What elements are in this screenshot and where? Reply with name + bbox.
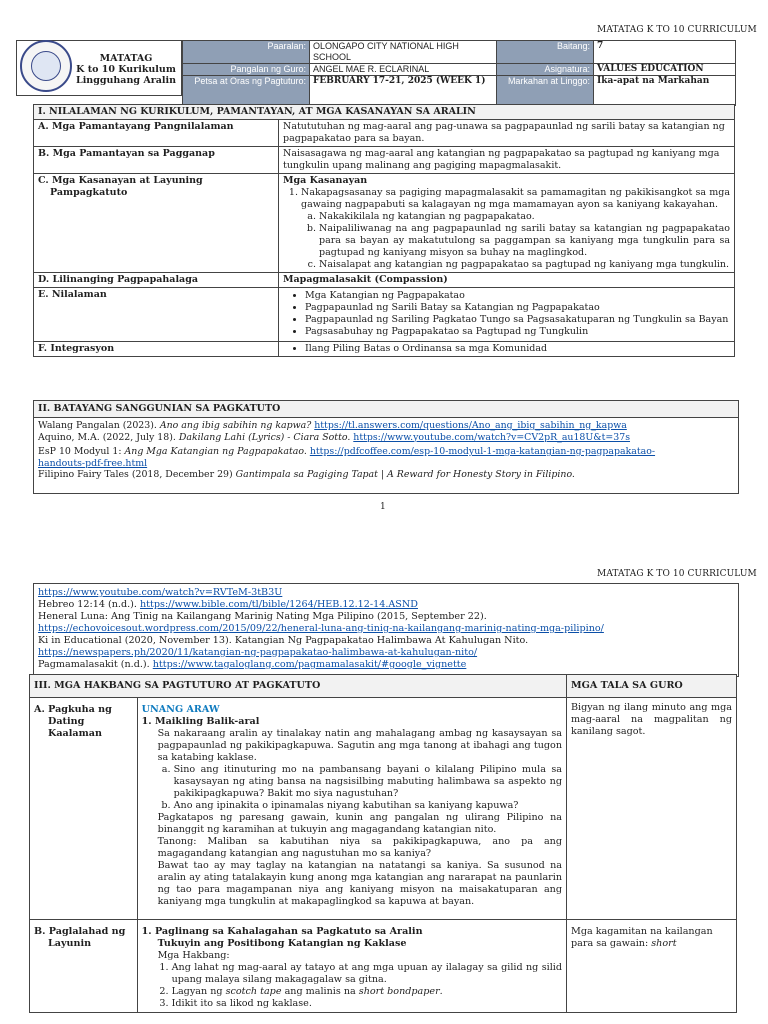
header-title-1: MATATAG — [99, 53, 153, 64]
content-item: • Pagpapaunlad ng Sariling Pagkatao Tungo sa Pagsasakatuparan ng Tungkulin sa Bayan — [305, 314, 730, 326]
date-label: Petsa at Oras ng Pagtuturo: — [183, 76, 310, 106]
step-a-label: A. Pagkuha ng Dating Kaalaman — [30, 698, 138, 920]
standard-b-text: Naisasagawa ng mag-aaral ang katangian ng pagpapakatao sa pagtupad ng kaniyang mga tungkulin upang malinang ang pagiging mapagmalasakit. — [279, 147, 735, 174]
step-a-content: UNANG ARAW 1. Maikling Balik-aral Sa nakaraang aralin ay tinalakay natin ang mahalagang ambag ng kasaysayan sa pagpapaunlad ng pakikipagkapuwa. Sagutin ang mga tanong at ibahagi ang tugon sa katabing kaklase. a. Sino ang itinuturing mo na pambansang bayani o kilalang Pilipino mula sa kasaysayan ng ating bansa na nagsisilbing mabuting halimbawa sa aspekto ng pakikipagkapuwa? Bakit mo siya nagustuhan? b. Ano ang ipinakita o ipinamalas niyang kabutihan sa kaniyang kapuwa? Pagkatapos ng paresang gawain, kunin ang pangalan ng ulirang Pilipino na binanggit ng karamihan at tukuyin ang magagandang katangian nito. Tanong: Maliban sa kabutihan niya sa pakikipagkapuwa, ano pa ang magagandang katangian ang nagustuhan mo sa kaniya? Bawat tao ay may taglay na katangian na natatangi sa kaniya. Sa susunod na aralin ay ating tatalakayin kung anong mga katangian ang nararapat na paunlarin ng tao para magampanan niya ang kaniyang misyon na maisakatuparan ang kaniyang mga tungkulin at makapaglingkod sa kapuwa at bayan. — [137, 698, 566, 920]
reference-link[interactable]: https://newspapers.ph/2020/11/katangian-ng-pagpapakatao-halimbawa-at-kahulugan-nito/ — [38, 647, 478, 658]
subject-label: Asignatura: — [497, 64, 594, 76]
header-title-3: Lingguhang Aralin — [76, 75, 176, 86]
competency-sub-b: b. Naipaliliwanag na ang pagpapaunlad ng sarili batay sa katangian ng pagpapakatao para sa bayan ay makatutulong sa paggampan sa kaniyang mga tungkulin para sa pagtupad ng kaniyang misyon sa buhay na maglingkod. — [319, 223, 730, 259]
teacher-label: Pangalan ng Guro: — [183, 64, 310, 76]
competency-sub-c: c. Naisalapat ang katangian ng pagpapakatao sa pagtupad ng kaniyang mga tungkulin. — [319, 259, 730, 271]
teacher-value: ANGEL MAE R. ECLARINAL — [310, 64, 497, 76]
step-a-note: Bigyan ng ilang minuto ang mga mag-aaral na magpalitan ng kanilang sagot. — [567, 698, 737, 920]
references-page2: https://www.youtube.com/watch?v=RVTeM-3tB3U Hebreo 12:14 (n.d.). https://www.bible.com/tl/bible/1264/HEB.12.12-14.ASND Heneral Luna: Ang Tinig na Kailangang Marinig Nating Mga Pilipino (2015, September 22). https://echovoicesout.wordpress.com/2015/09/22/heneral-luna-ang-tinig-na-kailangang-marinig-nating-mga-pilipino/ Ki in Educational (2020, November 13). Katangian Ng Pagpapakatao Halimbawa At Kahulugan Nito. https://newspapers.ph/2020/11/katangian-ng-pagpapakatao-halimbawa-at-kahulugan-nito/ Pagmamalasakit (n.d.). https://www.tagaloglang.com/pagmamalasakit/#google_vignette — [33, 583, 739, 677]
step-b-label: B. Paglalahad ng Layunin — [30, 920, 138, 1013]
standard-a-text: Natututuhan ng mag-aaral ang pag-unawa sa pagpapaunlad ng sarili batay sa katangian ng pagpapakatao para sa bayan. — [279, 120, 735, 147]
competency-heading: Mga Kasanayan — [283, 175, 368, 186]
integration-item: • Ilang Piling Batas o Ordinansa sa mga Komunidad — [305, 343, 730, 355]
standard-a-label: A. Mga Pamantayang Pangnilalaman — [34, 120, 279, 147]
content-e-label: E. Nilalaman — [34, 288, 279, 342]
reference-link[interactable]: https://www.youtube.com/watch?v=RVTeM-3tB3U — [38, 587, 283, 598]
step-item: 3. Idikit ito sa likod ng kaklase. — [172, 998, 562, 1010]
header-title-box — [16, 40, 182, 96]
step-b-content: 1. Paglinang sa Kahalagahan sa Pagkatuto sa Aralin Tukuyin ang Positibong Katangian ng Kaklase Mga Hakbang: 1. Ang lahat ng mag-aaral ay tatayo at ang mga upuan ay ilalagay sa gilid ng silid upang malaya silang makagagalaw sa gitna. 2. Lagyan ng scotch tape ang malinis na short bondpaper. 3. Idikit ito sa likod ng kaklase. — [137, 920, 566, 1013]
competency-item-1: 1. Nakapagsasanay sa pagiging mapagmalasakit sa pamamagitan ng pakikisangkot sa mga gawaing nagpapabuti sa kalagayan ng mga mamamayan ayon sa kaniyang kakayahan. a. Nakakikilala ng katangian ng pagpapakatao. b. Naipaliliwanag na ang pagpapaunlad ng sarili batay sa katangian ng pagpapakatao para sa bayan ay makatutulong sa paggampan sa kaniyang mga tungkulin para sa pagtupad ng kaniyang misyon sa buhay na maglingkod. c. Naisalapat ang katangian ng pagpapakatao sa pagtupad ng kaniyang mga tungkulin. — [301, 187, 730, 271]
curriculum-label: MATATAG K TO 10 CURRICULUM — [597, 25, 757, 35]
content-item: • Mga Katangian ng Pagpapakatao — [305, 290, 730, 302]
date-value: FEBRUARY 17-21, 2025 (WEEK 1) — [310, 76, 497, 106]
competency-c-content — [279, 174, 735, 273]
section-1-title: I. NILALAMAN NG KURIKULUM, PAMANTAYAN, AT MGA KASANAYAN SA ARALIN — [34, 105, 735, 120]
review-question-b: b. Ano ang ipinakita o ipinamalas niyang kabutihan sa kaniyang kapuwa? — [174, 800, 562, 812]
reference-link[interactable]: https://www.tagaloglang.com/pagmamalasakit/#google_vignette — [152, 659, 467, 670]
standard-b-label: B. Mga Pamantayan sa Pagganap — [34, 147, 279, 174]
school-label: Paaralan: — [183, 41, 310, 64]
reference-link[interactable]: https://www.youtube.com/watch?v=CV2pR_au18U&t=37s — [353, 431, 631, 443]
header-title-2: K to 10 Kurikulum — [76, 64, 176, 75]
references-page1: Walang Pangalan (2023). Ano ang ibig sabihin ng kapwa? https://tl.answers.com/questions/Ano_ang_ibig_sabihin_ng_kapwa Aquino, M.A. (2022, July 18). Dakilang Lahi (Lyrics) - Ciara Sotto. https://www.youtube.com/watch?v=CV2pR_au18U&t=37s EsP 10 Modyul 1: Ang Mga Katangian ng Pagpapakatao. https://pdfcoffee.com/esp-10-modyul-1-mga-katangian-ng-pagpapakatao- handouts-pdf-free.html Filipino Fairy Tales (2018, December 29) Gantimpala sa Pagiging Tapat | A Reward for Honesty Story in Filipino. — [33, 417, 739, 494]
quarter-label: Markahan at Linggo: — [497, 76, 594, 106]
quarter-value: Ika-apat na Markahan — [594, 76, 736, 106]
curriculum-label-page2: MATATAG K TO 10 CURRICULUM — [597, 569, 757, 579]
competency-c-label: C. Mga Kasanayan at Layuning Pampagkatuto — [34, 174, 279, 273]
value-d-label: D. Lilinanging Pagpapahalaga — [34, 273, 279, 288]
grade-label: Baitang: — [497, 41, 594, 64]
step-b-note: Mga kagamitan na kailangan para sa gawain: short — [567, 920, 737, 1013]
reference-link[interactable]: https://tl.answers.com/questions/Ano_ang_ibig_sabihin_ng_kapwa — [314, 420, 627, 431]
header-fields — [182, 40, 736, 106]
reference-link[interactable]: https://echovoicesout.wordpress.com/2015/09/22/heneral-luna-ang-tinig-na-kailangang-marinig-nating-mga-pilipino/ — [38, 623, 604, 634]
content-e-list — [279, 288, 735, 342]
integration-f-label: F. Integrasyon — [34, 342, 279, 357]
step-item: 2. Lagyan ng scotch tape ang malinis na short bondpaper. — [172, 986, 562, 998]
section-1-table — [33, 104, 735, 357]
page-number: 1 — [380, 502, 386, 512]
deped-seal-icon — [20, 40, 72, 92]
lesson-header — [16, 40, 736, 96]
section-3-title: III. MGA HAKBANG SA PAGTUTURO AT PAGKATUTO — [30, 675, 567, 698]
value-d-text: Mapagmalasakit (Compassion) — [279, 273, 735, 288]
step-item: 1. Ang lahat ng mag-aaral ay tatayo at ang mga upuan ay ilalagay sa gilid ng silid upang malaya silang makagagalaw sa gitna. — [172, 962, 562, 986]
school-value: OLONGAPO CITY NATIONAL HIGH SCHOOL — [310, 41, 497, 64]
content-item: • Pagsasabuhay ng Pagpapakatao sa Pagtupad ng Tungkulin — [305, 326, 730, 338]
grade-value: 7 — [594, 41, 736, 64]
competency-sub-a: a. Nakakikilala ng katangian ng pagpapakatao. — [319, 211, 730, 223]
reference-link[interactable]: handouts-pdf-free.html — [38, 457, 148, 469]
day-label: UNANG ARAW — [141, 704, 220, 715]
section-2-title: II. BATAYANG SANGGUNIAN SA PAGKATUTO — [33, 400, 739, 418]
teacher-notes-header: MGA TALA SA GURO — [567, 675, 737, 698]
review-question-a: a. Sino ang itinuturing mo na pambansang bayani o kilalang Pilipino mula sa kasaysayan ng ating bansa na nagsisilbing mabuting halimbawa sa aspekto ng pakikipagkapuwa? Bakit mo siya nagustuhan? — [174, 764, 562, 800]
section-3-table — [29, 674, 737, 1013]
review-heading: 1. Maikling Balik-aral — [141, 716, 260, 727]
reference-link[interactable]: https://www.bible.com/tl/bible/1264/HEB.12.12-14.ASND — [139, 599, 418, 610]
subject-value: VALUES EDUCATION — [594, 64, 736, 76]
reference-link[interactable]: https://pdfcoffee.com/esp-10-modyul-1-mga-katangian-ng-pagpapakatao- — [309, 446, 656, 457]
content-item: • Pagpapaunlad ng Sarili Batay sa Katangian ng Pagpapakatao — [305, 302, 730, 314]
